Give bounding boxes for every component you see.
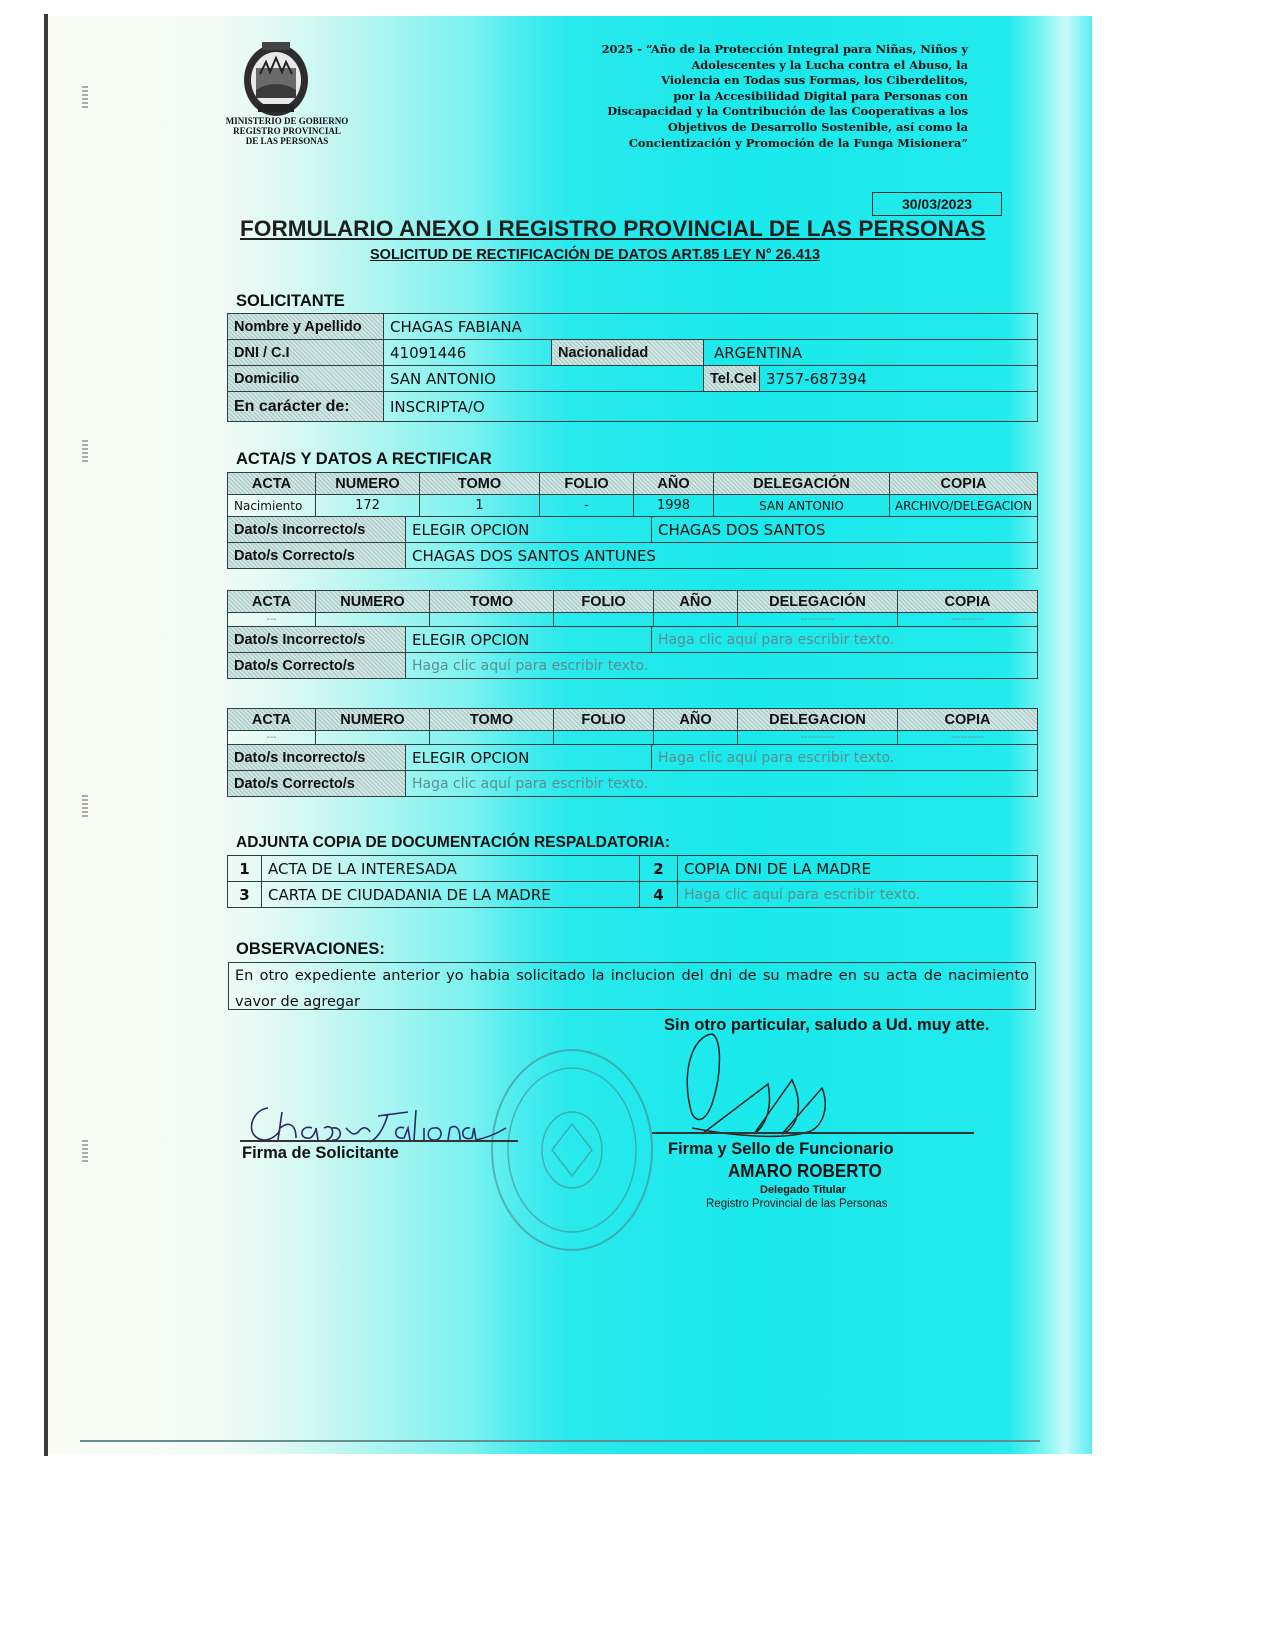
incorrect-label: Dato/s Incorrecto/s [228, 745, 406, 771]
doc-number: 4 [640, 882, 678, 908]
col-numero: NUMERO [316, 473, 420, 495]
col-anio: AÑO [654, 709, 738, 731]
nationality-field[interactable]: ARGENTINA [704, 340, 1038, 366]
doc-field[interactable]: ACTA DE LA INTERESADA [262, 856, 640, 882]
col-copia: COPIA [898, 591, 1038, 613]
closing-text: Sin otro particular, saludo a Ud. muy atte. [664, 1016, 990, 1034]
incorrect-option-select[interactable]: ELEGIR OPCION [406, 517, 652, 543]
official-signature-line [652, 1132, 974, 1134]
scan-mark [82, 440, 88, 462]
anio-field[interactable]: 1998 [634, 495, 714, 517]
slogan-line: Objetivos de Desarrollo Sostenible, así como la [667, 119, 968, 134]
slogan-line: Violencia en Todas sus Formas, los Ciberdelitos, [661, 73, 968, 88]
section-observaciones: OBSERVACIONES: [236, 940, 385, 958]
col-tomo: TOMO [430, 709, 554, 731]
section-documentation: ADJUNTA COPIA DE DOCUMENTACIÓN RESPALDATORIA: [236, 834, 670, 851]
name-field[interactable]: CHAGAS FABIANA [384, 314, 1038, 340]
name-label: Nombre y Apellido [228, 314, 384, 340]
dni-label: DNI / C.I [228, 340, 384, 366]
official-name: AMARO ROBERTO [728, 1160, 882, 1181]
copia-select[interactable]: ---------- [898, 731, 1038, 745]
col-folio: FOLIO [554, 591, 654, 613]
delegacion-field[interactable]: ---------- [738, 731, 898, 745]
delegacion-field[interactable]: ---------- [738, 613, 898, 627]
address-field[interactable]: SAN ANTONIO [384, 366, 704, 392]
province-seal-logo [240, 38, 312, 120]
phone-field[interactable]: 3757-687394 [760, 366, 1038, 392]
acta-table-1 [227, 472, 1038, 517]
col-tomo: TOMO [420, 473, 540, 495]
col-delegacion: DELEGACIÓN [738, 591, 898, 613]
official-signature [672, 1024, 842, 1144]
col-copia: COPIA [890, 473, 1038, 495]
numero-field[interactable]: 172 [316, 495, 420, 517]
official-role: Delegado Titular [760, 1184, 846, 1196]
col-numero: NUMERO [316, 591, 430, 613]
ministry-line: MINISTERIO DE GOBIERNO [225, 116, 349, 126]
col-anio: AÑO [634, 473, 714, 495]
doc-field[interactable]: Haga clic aquí para escribir texto. [678, 882, 1038, 908]
official-signature-label: Firma y Sello de Funcionario [668, 1140, 894, 1158]
incorrect-option-select[interactable]: ELEGIR OPCION [406, 627, 652, 653]
delegacion-field[interactable]: SAN ANTONIO [714, 495, 890, 517]
doc-field[interactable]: COPIA DNI DE LA MADRE [678, 856, 1038, 882]
acta-data-table-3 [227, 744, 1038, 797]
ministry-line: REGISTRO PROVINCIAL [233, 126, 341, 136]
correct-data-field[interactable]: Haga clic aquí para escribir texto. [406, 653, 1038, 679]
col-folio: FOLIO [554, 709, 654, 731]
correct-label: Dato/s Correcto/s [228, 653, 406, 679]
official-stamp-seal [484, 1042, 659, 1257]
doc-number: 2 [640, 856, 678, 882]
folio-field[interactable] [554, 613, 654, 627]
col-folio: FOLIO [540, 473, 634, 495]
doc-number: 3 [228, 882, 262, 908]
col-tomo: TOMO [430, 591, 554, 613]
slogan-line: Adolescentes y la Lucha contra el Abuso, la [691, 57, 968, 72]
role-field[interactable]: INSCRIPTA/O [384, 392, 1038, 422]
acta-type-select[interactable]: Nacimiento [228, 495, 316, 517]
incorrect-option-select[interactable]: ELEGIR OPCION [406, 745, 652, 771]
incorrect-label: Dato/s Incorrecto/s [228, 517, 406, 543]
incorrect-data-field[interactable]: CHAGAS DOS SANTOS [652, 517, 1038, 543]
applicant-table [227, 313, 1038, 422]
col-copia: COPIA [898, 709, 1038, 731]
address-label: Domicilio [228, 366, 384, 392]
observations-field[interactable]: En otro expediente anterior yo habia solicitado la inclucion del dni de su madre en su acta de nacimiento vavor de agregar [228, 962, 1036, 1010]
acta-data-table-1 [227, 516, 1038, 569]
slogan-line: Discapacidad y la Contribución de las Cooperativas a los [607, 104, 968, 119]
incorrect-data-field[interactable]: Haga clic aquí para escribir texto. [652, 627, 1038, 653]
acta-table-3 [227, 708, 1038, 745]
slogan-line: Concientización y Promoción de la Funga Misionera” [628, 135, 968, 150]
numero-field[interactable] [316, 731, 430, 745]
ministry-line: DE LAS PERSONAS [245, 136, 329, 146]
slogan-line: 2025 - “Año de la Protección Integral para Niñas, Niños y [601, 42, 968, 56]
acta-data-table-2 [227, 626, 1038, 679]
role-label: En carácter de: [228, 392, 384, 422]
nationality-label: Nacionalidad [552, 340, 704, 366]
doc-number: 1 [228, 856, 262, 882]
phone-label: Tel.Cel [704, 366, 760, 392]
page-bottom-edge [80, 1440, 1040, 1442]
correct-label: Dato/s Correcto/s [228, 543, 406, 569]
applicant-signature-label: Firma de Solicitante [242, 1144, 399, 1162]
anio-field[interactable] [654, 731, 738, 745]
numero-field[interactable] [316, 613, 430, 627]
ministry-name [212, 116, 362, 146]
anio-field[interactable] [654, 613, 738, 627]
incorrect-data-field[interactable]: Haga clic aquí para escribir texto. [652, 745, 1038, 771]
documentation-table [227, 855, 1038, 908]
applicant-signature-line [240, 1140, 518, 1142]
form-subtitle: SOLICITUD DE RECTIFICACIÓN DE DATOS ART.85 LEY N° 26.413 [370, 247, 821, 263]
col-acta: ACTA [228, 709, 316, 731]
tomo-field[interactable] [430, 731, 554, 745]
col-numero: NUMERO [316, 709, 430, 731]
col-delegacion: DELEGACION [738, 709, 898, 731]
page-edge [44, 14, 48, 1456]
tomo-field[interactable] [430, 613, 554, 627]
incorrect-label: Dato/s Incorrecto/s [228, 627, 406, 653]
correct-data-field[interactable]: CHAGAS DOS SANTOS ANTUNES [406, 543, 1038, 569]
acta-type-select[interactable]: --- [228, 731, 316, 745]
scan-mark [82, 795, 88, 817]
col-anio: AÑO [654, 591, 738, 613]
correct-label: Dato/s Correcto/s [228, 771, 406, 797]
slogan-line: por la Accesibilidad Digital para Personas con [673, 88, 968, 103]
doc-field[interactable]: CARTA DE CIUDADANIA DE LA MADRE [262, 882, 640, 908]
scan-mark [82, 1140, 88, 1162]
copia-select[interactable]: ARCHIVO/DELEGACION [890, 495, 1038, 517]
official-office: Registro Provincial de las Personas [706, 1198, 888, 1210]
copia-select[interactable]: ---------- [898, 613, 1038, 627]
folio-field[interactable] [554, 731, 654, 745]
col-acta: ACTA [228, 591, 316, 613]
tomo-field[interactable]: 1 [420, 495, 540, 517]
section-solicitante: SOLICITANTE [236, 292, 345, 310]
year-slogan [540, 42, 968, 151]
acta-type-select[interactable]: --- [228, 613, 316, 627]
form-date[interactable]: 30/03/2023 [872, 192, 1002, 216]
form-title: FORMULARIO ANEXO I REGISTRO PROVINCIAL DE LAS PERSONAS [240, 216, 986, 241]
col-delegacion: DELEGACIÓN [714, 473, 890, 495]
dni-field[interactable]: 41091446 [384, 340, 552, 366]
section-actas: ACTA/S Y DATOS A RECTIFICAR [236, 450, 492, 468]
col-acta: ACTA [228, 473, 316, 495]
folio-field[interactable]: - [540, 495, 634, 517]
acta-table-2 [227, 590, 1038, 627]
scan-mark [82, 86, 88, 108]
correct-data-field[interactable]: Haga clic aquí para escribir texto. [406, 771, 1038, 797]
